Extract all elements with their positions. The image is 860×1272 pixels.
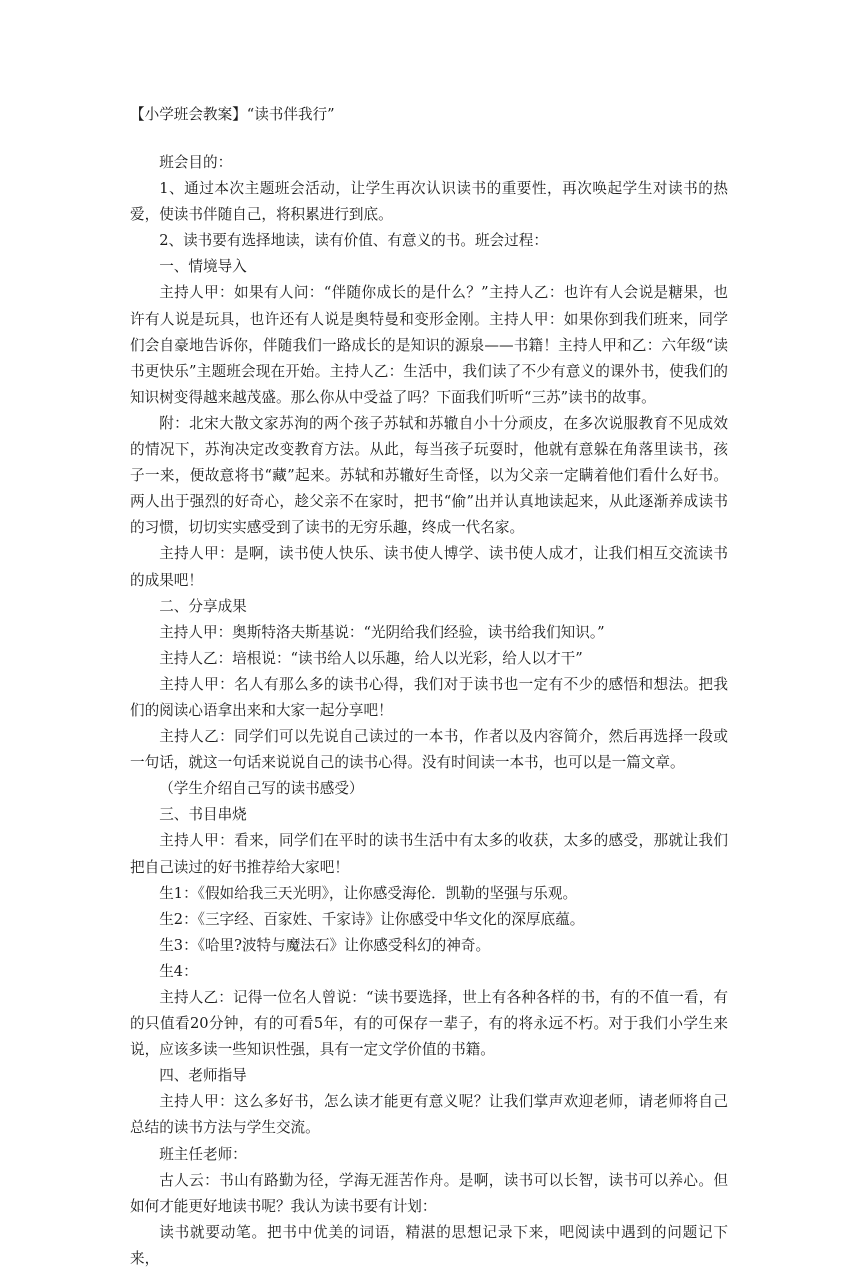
- paragraph-choose-books: 主持人乙：记得一位名人曾说：“读书要选择，世上有各种各样的书，有的不值一看，有的只值看20分钟，有的可看5年，有的可保存一辈子，有的将永远不朽。对于我们小学生来说，应该多读一些知识性强，具有一定文学价值的书籍。: [130, 989, 728, 1059]
- paragraph-share-instructions: 主持人乙：同学们可以先说自己读过的一本书，作者以及内容简介，然后再选择一段或一句话，就这一句话来说说自己的读书心得。没有时间读一本书，也可以是一篇文章。: [130, 728, 728, 772]
- paragraph-ancient-saying: 古人云：书山有路勤为径，学海无涯苦作舟。是啊，读书可以长智，读书可以养心。但如何才能更好地读书呢？我认为读书要有计划：: [130, 1171, 728, 1215]
- paragraph-student-4: 生4：: [159, 962, 198, 980]
- section-heading-4: 四、老师指导: [159, 1067, 247, 1085]
- paragraph-ostrovsky-quote: 主持人甲：奥斯特洛夫斯基说：“光阴给我们经验，读书给我们知识。”: [159, 623, 605, 641]
- document-body: [130, 150, 728, 1272]
- paragraph-student-2: 生2：《三字经、百家姓、千家诗》让你感受中华文化的深厚底蕴。: [159, 910, 585, 928]
- paragraph-welcome-teacher: 主持人甲：这么多好书，怎么读才能更有意义呢？让我们掌声欢迎老师，请老师将自己总结的读书方法与学生交流。: [130, 1093, 728, 1137]
- paragraph-student-1: 生1：《假如给我三天光明》，让你感受海伦．凯勒的坚强与乐观。: [159, 884, 578, 902]
- paragraph-purpose-heading: 班会目的：: [159, 154, 233, 171]
- paragraph-su-family-story: 附：北宋大散文家苏洵的两个孩子苏轼和苏辙自小十分顽皮，在多次说服教育不见成效的情况下，苏洵决定改变教育方法。从此，每当孩子玩耍时，他就有意躲在角落里读书，孩子一来，便故意将书“藏”起来。苏轼和苏辙好生奇怪，以为父亲一定瞒着他们看什么好书。两人出于强烈的好奇心，趁父亲不在家时，把书“偷”出并认真地读起来，从此逐渐养成读书的习惯，切切实实感受到了读书的无穷乐趣，终成一代名家。: [130, 414, 728, 537]
- section-heading-2: 二、分享成果: [159, 597, 247, 615]
- section-heading-1: 一、情境导入: [159, 258, 247, 276]
- paragraph-student-3: 生3：《哈里?波特与魔法石》让你感受科幻的神奇。: [159, 936, 491, 954]
- paragraph-share-invite: 主持人甲：名人有那么多的读书心得，我们对于读书也一定有不少的感悟和想法。把我们的阅读心语拿出来和大家一起分享吧！: [130, 675, 728, 719]
- section-heading-3: 三、书目串烧: [159, 806, 247, 824]
- paragraph-bacon-quote: 主持人乙：培根说：“读书给人以乐趣，给人以光彩，给人以才干”: [159, 649, 583, 667]
- paragraph-purpose-2: 2、读书要有选择地读，读有价值、有意义的书。班会过程：: [159, 232, 548, 250]
- document-title: 【小学班会教案】“读书伴我行”: [130, 106, 335, 123]
- paragraph-teacher-label: 班主任老师：: [159, 1145, 247, 1163]
- paragraph-recommend-invite: 主持人甲：看来，同学们在平时的读书生活中有太多的收获，太多的感受，那就让我们把自己读过的好书推荐给大家吧！: [130, 832, 728, 876]
- paragraph-purpose-1: 1、通过本次主题班会活动，让学生再次认识读书的重要性，再次唤起学生对读书的热爱，使读书伴随自己，将积累进行到底。: [130, 180, 728, 224]
- paragraph-host-a-exchange: 主持人甲：是啊，读书使人快乐、读书使人博学、读书使人成才，让我们相互交流读书的成果吧！: [130, 545, 728, 589]
- paragraph-intro-dialogue: 主持人甲：如果有人问：“伴随你成长的是什么？”主持人乙：也许有人会说是糖果，也许有人说是玩具，也许还有人说是奥特曼和变形金刚。主持人甲：如果你到我们班来，同学们会自豪地告诉你，伴随我们一路成长的是知识的源泉——书籍！主持人甲和乙：六年级“读书更快乐”主题班会现在开始。主持人乙：生活中，我们读了不少有意义的课外书，使我们的知识树变得越来越茂盛。那么你从中受益了吗？下面我们听听“三苏”读书的故事。: [130, 284, 728, 406]
- paragraph-student-note: （学生介绍自己写的读书感受）: [159, 780, 364, 798]
- paragraph-take-notes: 读书就要动笔。把书中优美的词语，精湛的思想记录下来，吧阅读中遇到的问题记下来，: [130, 1223, 728, 1267]
